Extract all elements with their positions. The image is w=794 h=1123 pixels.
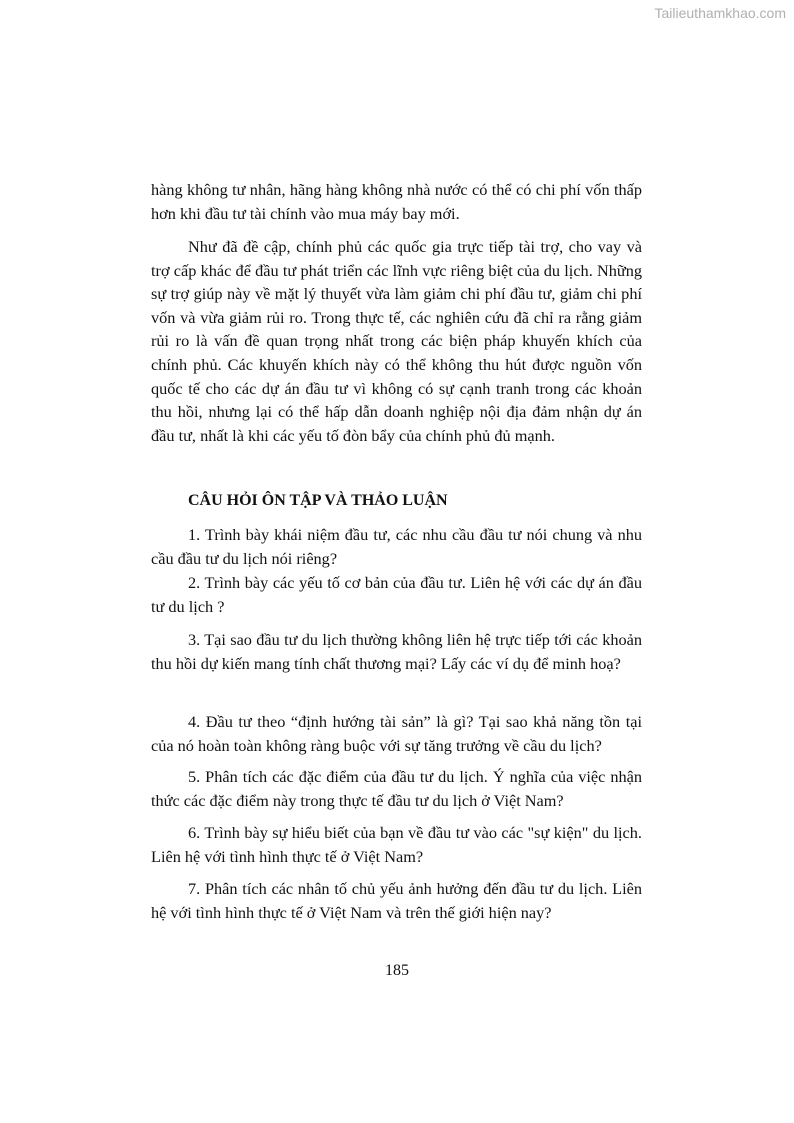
question-3: 3. Tại sao đầu tư du lịch thường không liên hệ trực tiếp tới các khoản thu hồi dự kiến mang tính chất thương mại? Lấy các ví dụ để minh hoạ?: [151, 630, 642, 673]
page-number: 185: [385, 962, 409, 979]
paragraph-government-incentives: Như đã đề cập, chính phủ các quốc gia trực tiếp tài trợ, cho vay và trợ cấp khác để đầu tư phát triển các lĩnh vực riêng biệt của du lịch. Những sự trợ giúp này về mặt lý thuyết vừa làm giảm chi phí đầu tư, giảm chi phí vốn và vừa giảm rủi ro. Trong thực tế, các nghiên cứu đã chỉ ra rằng giảm rủi ro là vấn đề quan trọng nhất trong các biện pháp khuyến khích của chính phủ. Các khuyến khích này có thể không thu hút được nguồn vốn quốc tế cho các dự án đầu tư vì không có sự cạnh tranh trong các khoản thu hồi, nhưng lại có thể hấp dẫn doanh nghiệp nội địa đảm nhận dự án đầu tư, nhất là khi các yếu tố đòn bẩy của chính phủ đủ mạnh.: [151, 237, 642, 445]
question-4: 4. Đầu tư theo “định hướng tài sản” là gì? Tại sao khả năng tồn tại của nó hoàn toàn không ràng buộc với sự tăng trưởng về cầu du lịch?: [151, 712, 642, 755]
paragraph-continuation: hàng không tư nhân, hãng hàng không nhà nước có thể có chi phí vốn thấp hơn khi đầu tư tài chính vào mua máy bay mới.: [151, 180, 642, 223]
question-2: 2. Trình bày các yếu tố cơ bản của đầu tư. Liên hệ với các dự án đầu tư du lịch ?: [151, 573, 642, 616]
question-5: 5. Phân tích các đặc điểm của đầu tư du lịch. Ý nghĩa của việc nhận thức các đặc điểm này trong thực tế đầu tư du lịch ở Việt Nam?: [151, 767, 642, 810]
question-7: 7. Phân tích các nhân tố chủ yếu ảnh hưởng đến đầu tư du lịch. Liên hệ với tình hình thực tế ở Việt Nam và trên thế giới hiện nay?: [151, 879, 642, 922]
question-6: 6. Trình bày sự hiểu biết của bạn về đầu tư vào các "sự kiện" du lịch. Liên hệ với tình hình thực tế ở Việt Nam?: [151, 823, 642, 866]
watermark: Tailieuthamkhao.com: [654, 5, 786, 21]
question-1: 1. Trình bày khái niệm đầu tư, các nhu cầu đầu tư nói chung và nhu cầu đầu tư du lịch nói riêng?: [151, 525, 642, 568]
section-heading: CÂU HỎI ÔN TẬP VÀ THẢO LUẬN: [188, 492, 448, 509]
